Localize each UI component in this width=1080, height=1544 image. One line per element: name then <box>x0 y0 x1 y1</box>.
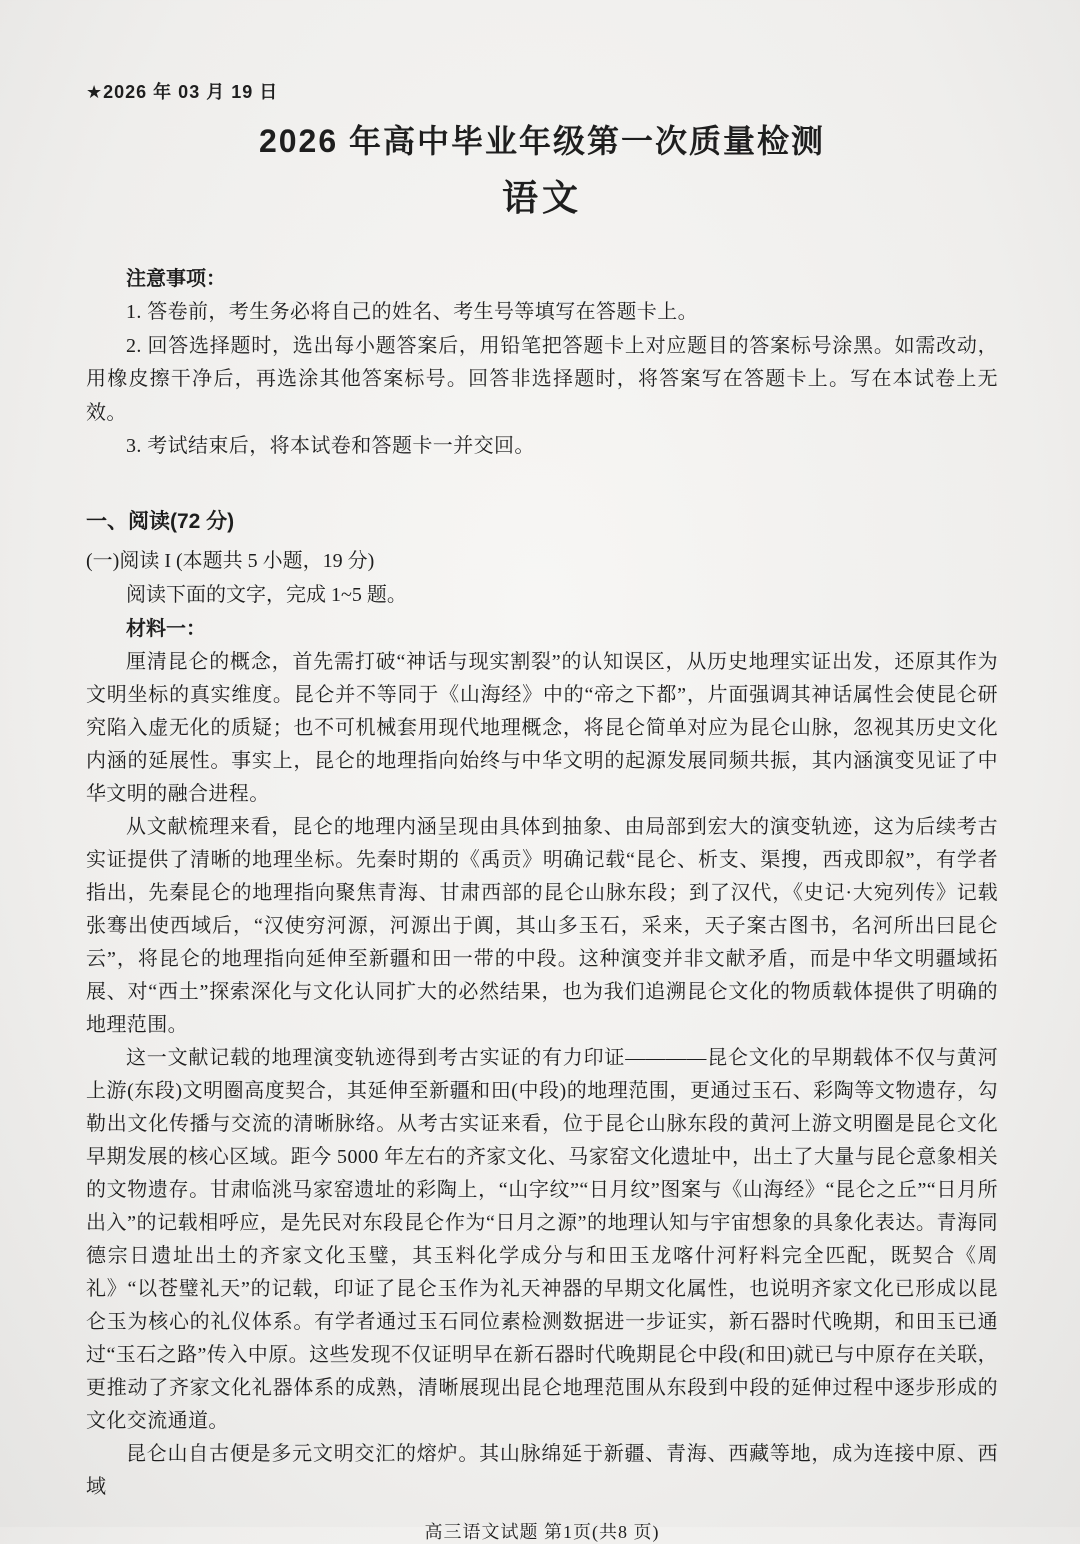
material-one-heading: 材料一： <box>126 617 206 640</box>
notice-item-1: 1. 答卷前，考生务必将自己的姓名、考生号等填写在答题卡上。 <box>126 301 698 323</box>
subject-title: 语文 <box>501 177 582 218</box>
notice-section <box>86 263 998 464</box>
material-paragraph-2: 从文献梳理来看，昆仑的地理内涵呈现由具体到抽象、由局部到宏大的演变轨迹，这为后续考古实证提供了清晰的地理坐标。先秦时期的《禹贡》明确记载“昆仑、析支、渠搜，西戎即叙”，有学者指出，先秦昆仑的地理指向聚焦青海、甘肃西部的昆仑山脉东段；到了汉代，《史记·大宛列传》记载张骞出使西域后，“汉使穷河源，河源出于阗，其山多玉石，采来，天子案古图书，名河所出曰昆仑云”，将昆仑的地理指向延伸至新疆和田一带的中段。这种演变并非文献矛盾，而是中华文明疆域拓展、对“西土”探索深化与文化认同扩大的必然结果，也为我们追溯昆仑文化的物质载体提供了明确的地理范围。 <box>86 815 998 1036</box>
material-paragraph-4: 昆仑山自古便是多元文明交汇的熔炉。其山脉绵延于新疆、青海、西藏等地，成为连接中原、西域 <box>86 1442 998 1498</box>
exam-title: 2026 年高中毕业年级第一次质量检测 <box>258 123 826 159</box>
material-paragraph-1: 厘清昆仑的概念，首先需打破“神话与现实割裂”的认知误区，从历史地理实证出发，还原其作为文明坐标的真实维度。昆仑并不等同于《山海经》中的“帝之下都”，片面强调其神话属性会使昆仑研究陷入虚无化的质疑；也不可机械套用现代地理概念，将昆仑简单对应为昆仑山脉，忽视其历史文化内涵的延展性。事实上，昆仑的地理指向始终与中华文明的起源发展同频共振，其内涵演变见证了中华文明的融合进程。 <box>86 650 998 805</box>
section-heading-reading: 一、阅读(72 分) <box>86 509 235 533</box>
star-icon: ★ <box>86 82 104 102</box>
page-footer: 高三语文试题 第1页(共8 页) <box>424 1521 660 1542</box>
reading-instruction: 阅读下面的文字，完成 1~5 题。 <box>126 583 407 606</box>
notice-item-3: 3. 考试结束后，将本试卷和答题卡一并交回。 <box>126 435 535 457</box>
notice-heading: 注意事项： <box>126 268 226 290</box>
material-one-text <box>86 646 998 1504</box>
material-paragraph-3: 这一文献记载的地理演变轨迹得到考古实证的有力印证————昆仑文化的早期载体不仅与黄河上游(东段)文明圈高度契合，其延伸至新疆和田(中段)的地理范围，更通过玉石、彩陶等文物遗存，勾勒出文化传播与交流的清晰脉络。从考古实证来看，位于昆仑山脉东段的黄河上游文明圈是昆仑文化早期发展的核心区域。距今 5000 年左右的齐家文化、马家窑文化遗址中，出土了大量与昆仑意象相关的文物遗存。甘肃临洮马家窑遗址的彩陶上，“山字纹”“日月纹”图案与《山海经》“昆仑之丘”“日月所出入”的记载相呼应，是先民对东段昆仑作为“日月之源”的地理认知与宇宙想象的具象化表达。青海同德宗日遗址出土的齐家文化玉璧，其玉料化学成分与和田玉龙喀什河籽料完全匹配，既契合《周礼》“以苍璧礼天”的记载，印证了昆仑玉作为礼天神器的早期文化属性，也说明齐家文化已形成以昆仑玉为核心的礼仪体系。有学者通过玉石同位素检测数据进一步证实，新石器时代晚期，和田玉已通过“玉石之路”传入中原。这些发现不仅证明早在新石器时代晚期昆仑中段(和田)就已与中原存在关联，更推动了齐家文化礼器体系的成熟，清晰展现出昆仑地理范围从东段到中段的延伸过程中逐步形成的文化交流通道。 <box>86 1046 998 1432</box>
subsection-heading-reading-1: (一)阅读 I (本题共 5 小题，19 分) <box>86 549 375 572</box>
date-line <box>86 78 998 104</box>
notice-item-2: 2. 回答选择题时，选出每小题答案后，用铅笔把答题卡上对应题目的答案标号涂黑。如需改动，用橡皮擦干净后，再选涂其他答案标号。回答非选择题时，将答案写在答题卡上。写在本试卷上无效。 <box>86 334 998 424</box>
date-text: 2026 年 03 月 19 日 <box>103 82 279 102</box>
